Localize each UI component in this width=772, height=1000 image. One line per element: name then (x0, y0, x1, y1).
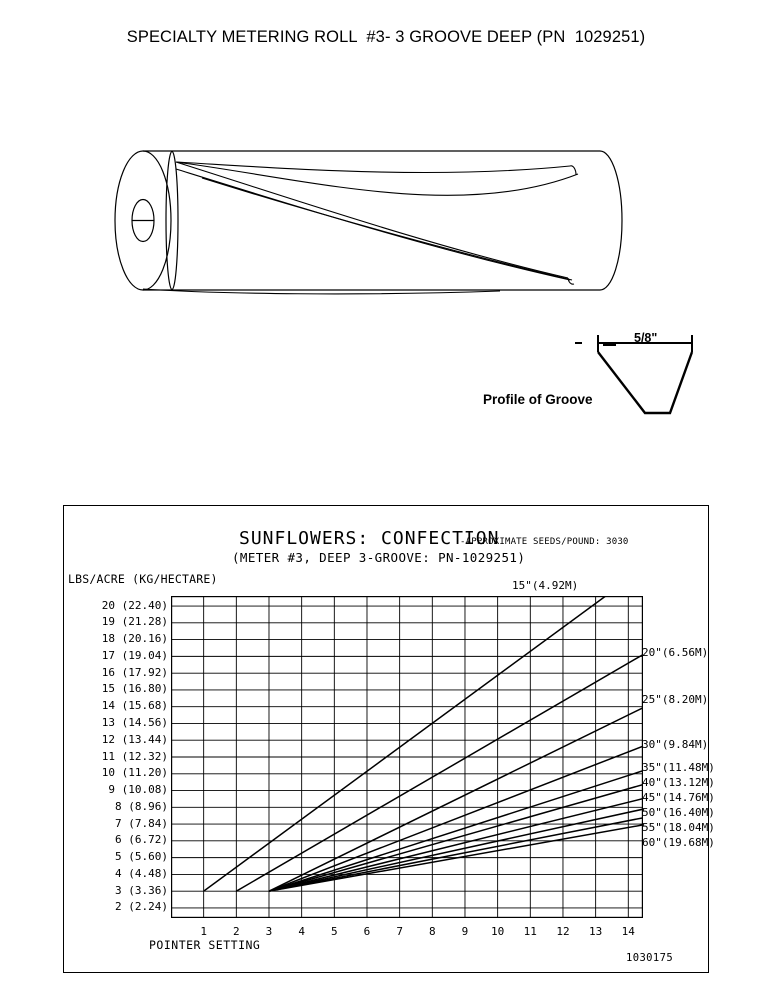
y-axis-tick-label: 16 (17.92) (101, 665, 168, 679)
y-axis-title: LBS/ACRE (KG/HECTARE) (68, 572, 218, 586)
y-axis-tick-label: 17 (19.04) (101, 648, 168, 662)
row-spacing-label: 45"(14.76M) (642, 791, 715, 804)
chart-subtitle: (METER #3, DEEP 3-GROOVE: PN-1029251) (232, 550, 526, 565)
x-axis-tick-label: 14 (621, 925, 635, 938)
metering-roll-illustration (100, 128, 645, 313)
y-axis-tick-label: 14 (15.68) (101, 699, 168, 713)
drawing-number: 1030175 (626, 952, 674, 964)
y-axis-tick-label: 2 (2.24) (115, 900, 168, 914)
x-axis-tick-label: 2 (233, 925, 240, 938)
x-axis-tick-label: 6 (363, 925, 371, 938)
y-axis-tick-label: 4 (4.48) (115, 866, 168, 880)
y-axis-tick-label: 3 (3.36) (115, 883, 168, 897)
y-axis-tick-label: 18 (20.16) (101, 632, 168, 646)
x-axis-tick-label: 4 (298, 925, 305, 938)
groove-profile-svg (470, 322, 720, 432)
roller-groove-2-upper-edge (176, 162, 578, 195)
y-axis-tick-label: 19 (21.28) (101, 615, 168, 629)
y-axis-tick-label: 12 (13.44) (101, 732, 168, 746)
y-axis-tick-label: 7 (7.84) (115, 816, 168, 830)
row-spacing-label: 25"(8.20M) (642, 693, 709, 706)
y-axis-tick-label: 11 (12.32) (101, 749, 168, 763)
chart-title: SUNFLOWERS: CONFECTION (239, 528, 500, 549)
x-axis-tick-label: 12 (556, 925, 570, 938)
row-spacing-label: 30"(9.84M) (642, 738, 709, 751)
x-axis-tick-label: 9 (461, 925, 469, 938)
chart-seeds-per-pound-note: -APPROXIMATE SEEDS/POUND: 3030 (460, 537, 629, 547)
x-axis-tick-label: 13 (589, 925, 603, 938)
y-axis-tick-label: 8 (8.96) (115, 799, 168, 813)
x-axis-tick-label: 5 (331, 925, 338, 938)
x-axis-tick-label: 11 (523, 925, 537, 938)
row-spacing-label: 35"(11.48M) (642, 761, 715, 774)
y-axis-tick-label: 10 (11.20) (101, 766, 168, 780)
seeding-rate-chart-panel (63, 505, 715, 973)
roller-groove-1-end-cap (570, 166, 576, 175)
x-axis-tick-label: 7 (396, 925, 403, 938)
x-axis-tick-label: 1 (200, 925, 207, 938)
y-axis-tick-label: 20 (22.40) (101, 598, 168, 612)
roller-far-end (600, 151, 622, 290)
groove-profile-illustration (470, 322, 720, 432)
roller-groove-1-lower-edge (176, 162, 568, 278)
row-spacing-label: 60"(19.68M) (642, 836, 715, 849)
page-title: SPECIALTY METERING ROLL #3- 3 GROOVE DEEP (PN 1029251) (126, 28, 646, 46)
x-axis-tick-label: 3 (265, 925, 273, 938)
row-spacing-label: 40"(13.12M) (642, 776, 715, 789)
groove-dimension-label: 5/8" (634, 331, 658, 345)
row-spacing-label: 50"(16.40M) (642, 806, 715, 819)
row-spacing-label: 15"(4.92M) (512, 579, 579, 592)
row-spacing-label-layer (64, 506, 715, 974)
groove-trapezoid-outline (598, 352, 692, 413)
y-axis-tick-label: 5 (5.60) (115, 850, 168, 864)
x-axis-title: POINTER SETTING (149, 938, 261, 952)
y-axis-tick-label: 15 (16.80) (101, 682, 168, 696)
row-spacing-label: 20"(6.56M) (642, 646, 709, 659)
y-axis-tick-label: 6 (6.72) (115, 833, 168, 847)
groove-profile-label: Profile of Groove (483, 392, 593, 407)
roller-svg (100, 128, 645, 313)
roller-hub-ring (166, 152, 178, 290)
row-spacing-label: 55"(18.04M) (642, 821, 715, 834)
y-axis-tick-label: 9 (10.08) (108, 783, 168, 797)
y-axis-tick-label: 13 (14.56) (101, 715, 168, 729)
x-axis-tick-label: 8 (429, 925, 436, 938)
x-axis-tick-label: 10 (491, 925, 505, 938)
